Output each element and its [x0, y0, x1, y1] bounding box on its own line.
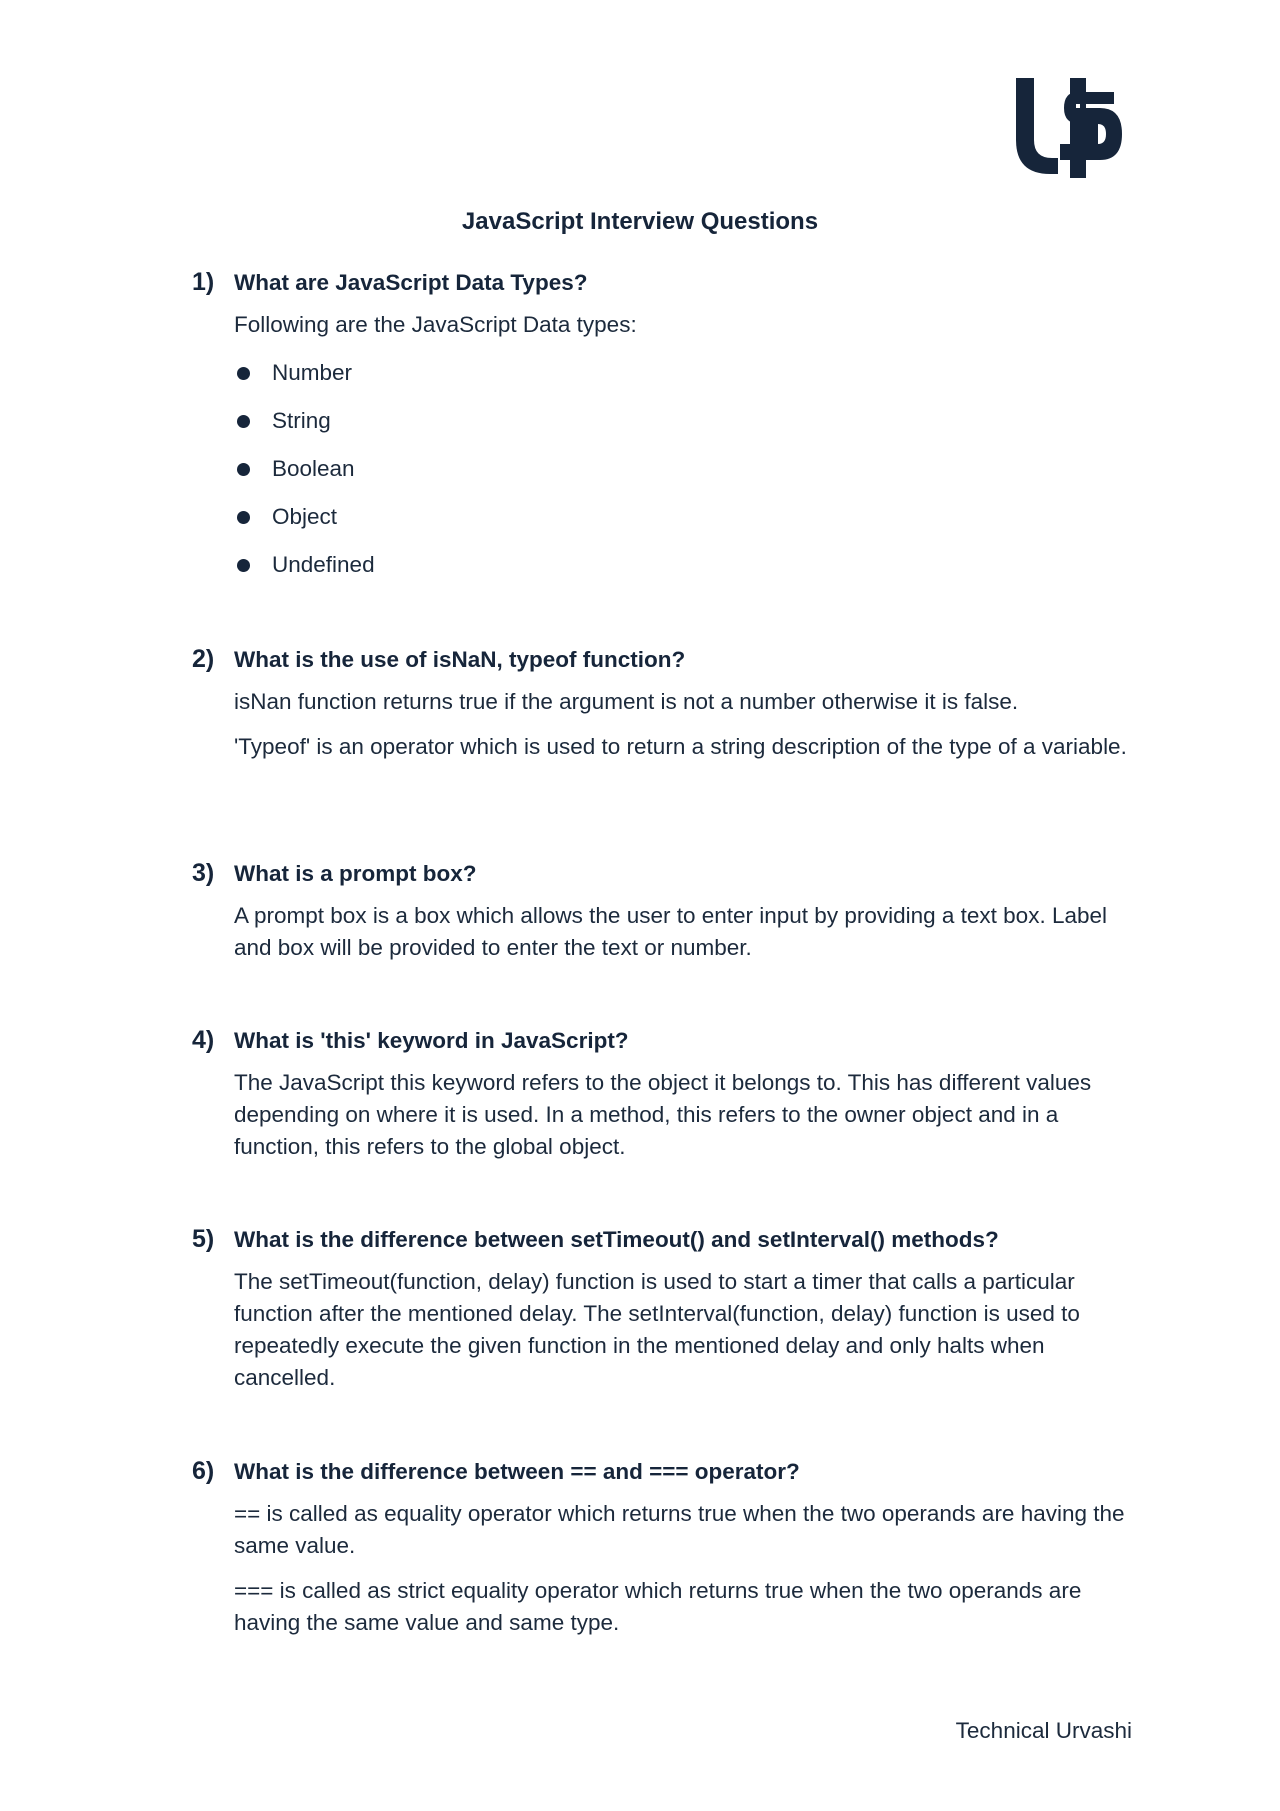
list-item: [234, 397, 1132, 445]
list-item-label: String: [272, 408, 331, 433]
question-number: 2): [192, 645, 215, 673]
answer-paragraph: The setTimeout(function, delay) function is used to start a timer that calls a particular function after the mentioned delay. The setInterval(function, delay) function is used to repeatedly execute the given function in the mentioned delay and only halts when cancelled.: [234, 1269, 1080, 1390]
question-title: What is the difference between setTimeout() and setInterval() methods?: [234, 1227, 999, 1252]
list-item: [234, 493, 1132, 541]
answer: [234, 686, 1132, 763]
document-title: JavaScript Interview Questions: [461, 208, 819, 235]
answer-paragraph: 'Typeof' is an operator which is used to return a string description of the type of a variable.: [234, 734, 1127, 759]
question-1: [192, 268, 1132, 589]
question-5: [192, 1225, 1132, 1394]
question-number: 6): [192, 1457, 215, 1485]
answer-paragraph: === is called as strict equality operator which returns true when the two operands are having the same value and same type.: [234, 1578, 1082, 1635]
us-logo-icon: [1010, 78, 1122, 178]
answer-paragraph: A prompt box is a box which allows the user to enter input by providing a text box. Label and box will be provided to enter the text or number.: [234, 903, 1107, 960]
data-types-list: [234, 349, 1132, 589]
answer-paragraph: isNan function returns true if the argument is not a number otherwise it is false.: [234, 689, 1019, 714]
question-number: 3): [192, 859, 215, 887]
list-item-label: Boolean: [272, 456, 355, 481]
bullet-icon: [237, 463, 250, 476]
question-number: 4): [192, 1026, 215, 1054]
question-title: What is the difference between == and === operator?: [234, 1459, 800, 1484]
bullet-icon: [237, 415, 250, 428]
bullet-icon: [237, 367, 250, 380]
question-6: [192, 1457, 1132, 1639]
list-item-label: Undefined: [272, 552, 375, 577]
footer-author: Technical Urvashi: [955, 1718, 1132, 1743]
question-number: 1): [192, 268, 215, 296]
question-title: What are JavaScript Data Types?: [234, 270, 588, 295]
bullet-icon: [237, 511, 250, 524]
question-2: [192, 645, 1132, 763]
question-4: [192, 1026, 1132, 1163]
answer-paragraph: The JavaScript this keyword refers to the object it belongs to. This has different values depending on where it is used. In a method, this refers to the owner object and in a function, this refers to the global object.: [234, 1070, 1092, 1159]
bullet-icon: [237, 559, 250, 572]
answer-paragraph: == is called as equality operator which returns true when the two operands are having the same value.: [234, 1501, 1125, 1558]
list-item: [234, 445, 1132, 493]
answer: [234, 900, 1132, 964]
answer-paragraph: Following are the JavaScript Data types:: [234, 312, 637, 337]
question-title: What is 'this' keyword in JavaScript?: [234, 1028, 629, 1053]
question-3: [192, 859, 1132, 964]
list-item: [234, 541, 1132, 589]
list-item-label: Object: [272, 504, 338, 529]
answer: [234, 1266, 1132, 1394]
list-item-label: Number: [272, 360, 353, 385]
answer: [234, 1498, 1132, 1639]
question-title: What is the use of isNaN, typeof function?: [234, 647, 686, 672]
question-title: What is a prompt box?: [234, 861, 477, 886]
list-item: [234, 349, 1132, 397]
answer: [234, 1067, 1132, 1163]
answer: [234, 309, 1132, 589]
question-number: 5): [192, 1225, 215, 1253]
